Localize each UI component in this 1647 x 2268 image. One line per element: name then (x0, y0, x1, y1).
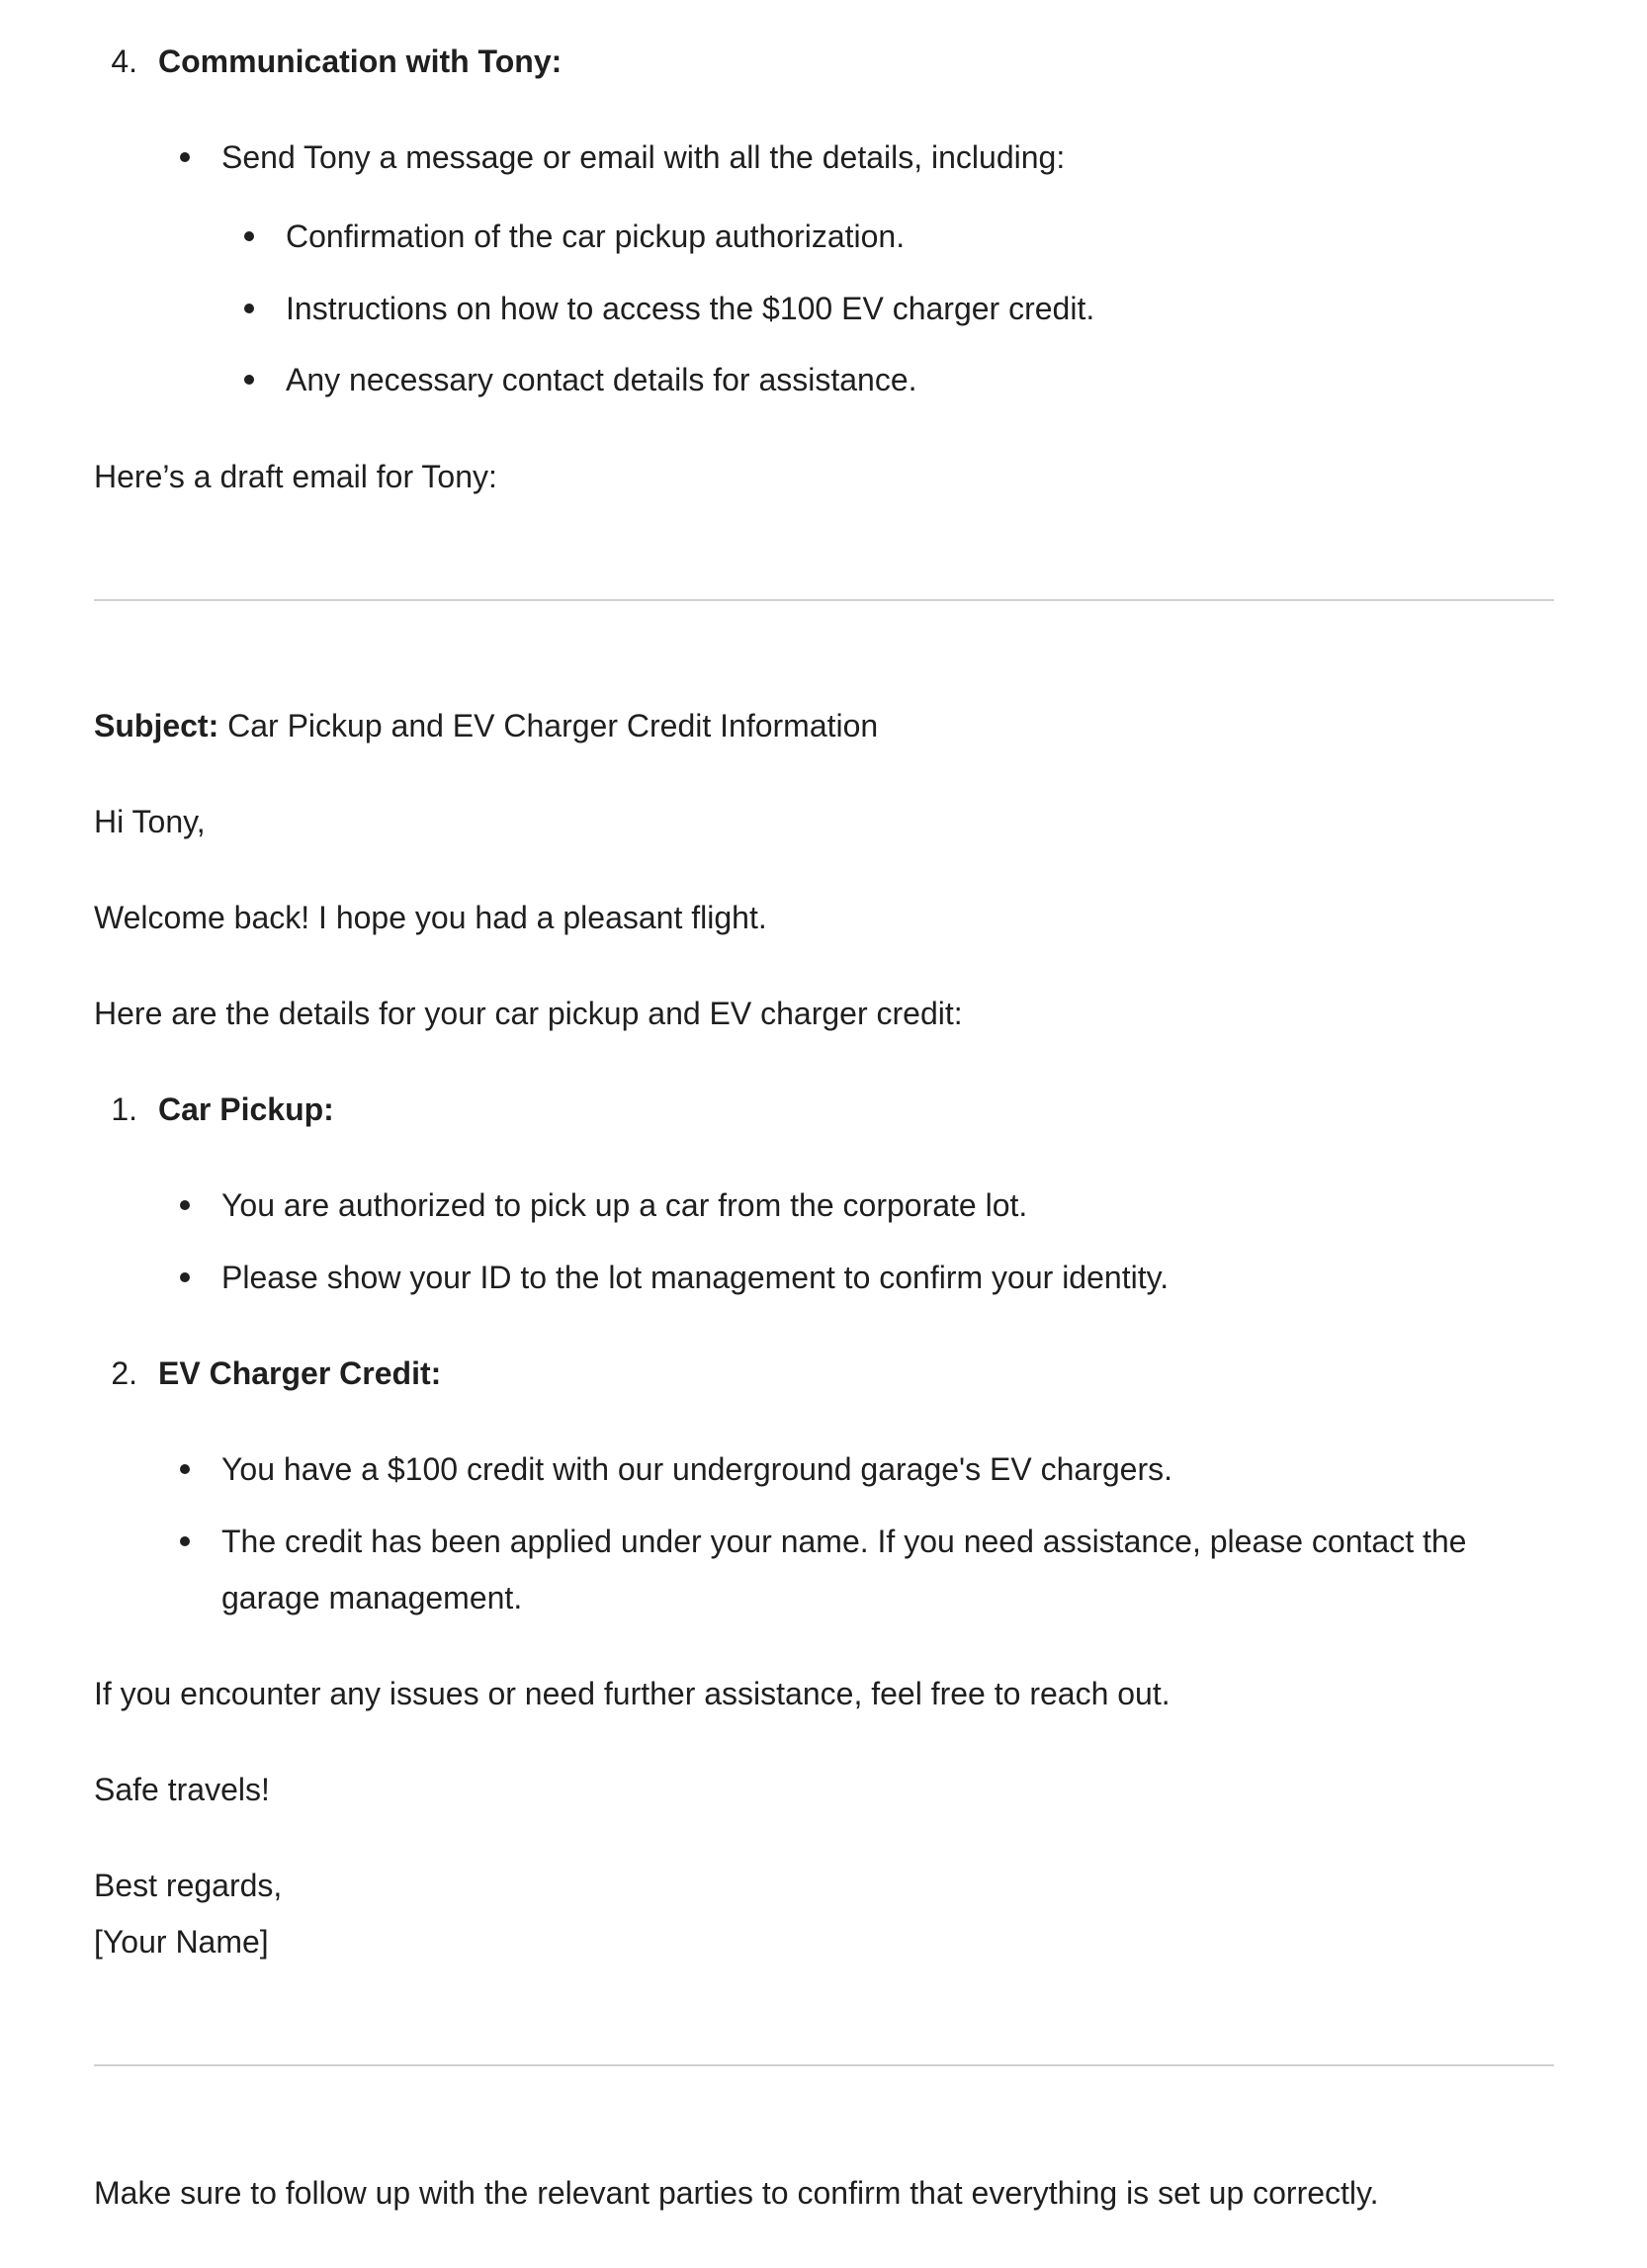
divider-top (94, 599, 1554, 601)
email-safe-travels: Safe travels! (94, 1772, 270, 1807)
step4-subitem: Any necessary contact details for assistance. (286, 352, 917, 407)
email-subject-label: Subject: (94, 708, 219, 743)
email-item2-title: EV Charger Credit: (158, 1355, 442, 1391)
email-item2-bullet: The credit has been applied under your name. If you need assistance, please contact the (221, 1514, 1466, 1569)
email-item1-number: 1. (111, 1091, 137, 1127)
email-item1-bullet: You are authorized to pick up a car from the corporate lot. (221, 1178, 1027, 1233)
email-item2-bullet-continuation: garage management. (221, 1580, 523, 1615)
email-item2-bullet: You have a $100 credit with our underground garage's EV chargers. (221, 1441, 1172, 1497)
step4-number: 4. (111, 44, 137, 79)
email-item2-number: 2. (111, 1355, 137, 1391)
follow-up-text: Make sure to follow up with the relevant parties to confirm that everything is set up correctly. (94, 2175, 1379, 2211)
email-name-placeholder: [Your Name] (94, 1924, 269, 1960)
email-greeting: Hi Tony, (94, 804, 206, 839)
email-closing: If you encounter any issues or need further assistance, feel free to reach out. (94, 1676, 1170, 1711)
email-signoff: Best regards, (94, 1868, 283, 1903)
step4-title: Communication with Tony: (158, 44, 563, 79)
email-details-lead: Here are the details for your car pickup and EV charger credit: (94, 996, 963, 1031)
divider-bottom (94, 2064, 1554, 2066)
step4-subitem: Confirmation of the car pickup authorization. (286, 209, 905, 264)
email-item1-bullet: Please show your ID to the lot management to confirm your identity. (221, 1250, 1169, 1305)
email-item1-title: Car Pickup: (158, 1091, 334, 1127)
draft-lead-text: Here’s a draft email for Tony: (94, 459, 497, 494)
step4-bullet: Send Tony a message or email with all the details, including: (221, 130, 1065, 185)
email-subject (94, 698, 878, 753)
email-welcome: Welcome back! I hope you had a pleasant flight. (94, 900, 767, 935)
email-subject-text: Car Pickup and EV Charger Credit Information (218, 708, 879, 743)
step4-subitem: Instructions on how to access the $100 EV charger credit. (286, 281, 1094, 336)
